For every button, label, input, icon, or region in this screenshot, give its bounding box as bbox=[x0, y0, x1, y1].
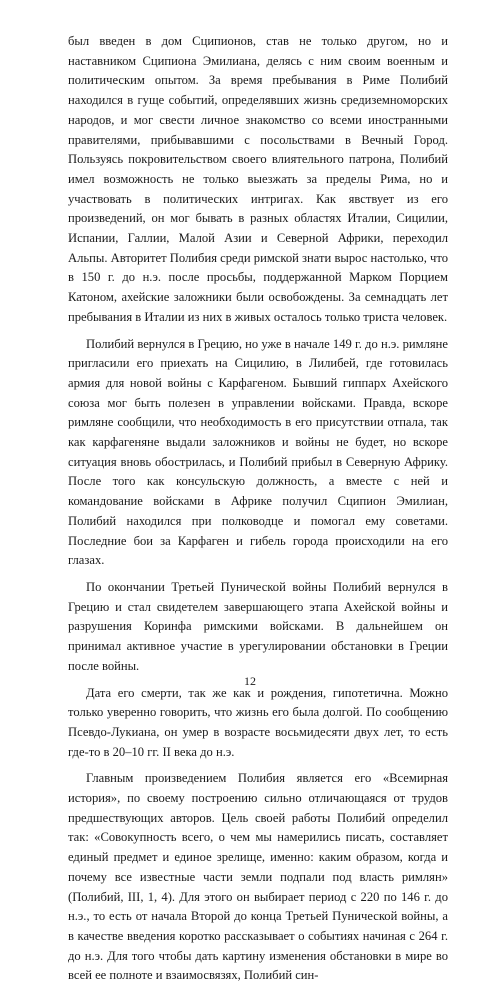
paragraph-5: Главным произведением Полибия является его «Всемирная история», по своему построению сильно отличающаяся от трудов предшествующих авторов. Цель своей работы Полибий определил так: «Совокупность всего, о чем мы намерились писать, составляет единый предмет и единое зрелище, именно: каким образом, когда и почему все известные части земли подпали под власть римлян» (Полибий, III, 1, 4). Для этого он выбирает период с 220 по 146 г. до н.э., то есть от начала Второй до конца Третьей Пунической войны, а в качестве введения коротко рассказывает о событиях начиная с 264 г. до н.э. Для того чтобы дать картину изменения обстановки в мире во всей ее полноте и взаимосвязях, Полибий син- bbox=[68, 771, 448, 983]
page-number: 12 bbox=[244, 674, 256, 688]
paragraph-3: По окончании Третьей Пунической войны Полибий вернулся в Грецию и стал свидетелем завершающего этапа Ахейской войны и разрушения Коринфа римскими войсками. В дальнейшем он принимал активное участие в урегулировании обстановки в Греции после войны. bbox=[68, 579, 448, 673]
paragraph-1: был введен в дом Сципионов, став не только другом, но и наставником Сципиона Эмилиана, делясь с ним своим военным и политическим опытом. За время пребывания в Риме Полибий находился в гуще событий, определявших жизнь средиземноморских народов, и мог свести личное знакомство со всеми иностранными правителями, прибывавшими с посольствами в Вечный Город. Пользуясь покровительством своего влиятельного патрона, Полибий имел возможность не только выезжать за пределы Рима, но и участвовать в политических интригах. Как явствует из его произведений, он мог бывать в разных областях Италии, Сицилии, Испании, Галлии, Малой Азии и Северной Африки, переходил Альпы. Авторитет Полибия среди римской знати вырос настолько, что в 150 г. до н.э. после просьбы, поддержанной Марком Порцием Катоном, ахейские заложники были освобождены. За семнадцать лет пребывания в Италии из них в живых осталось только триста человек. bbox=[68, 34, 448, 324]
body-text bbox=[68, 32, 448, 986]
paragraph-2: Полибий вернулся в Грецию, но уже в начале 149 г. до н.э. римляне пригласили его приехать на Сицилию, в Лилибей, где готовилась армия для новой войны с Карфагеном. Бывший гиппарх Ахейского союза мог быть полезен в управлении войсками. Правда, вскоре римляне сообщили, что необходимость в его присутствии отпала, так как карфагеняне выдали заложников и войны не будет, но вскоре ситуация вновь обострилась, и Полибий прибыл в Северную Африку. После того как консульскую должность, а вместе с ней и командование войсками в Африке получил Сципион Эмилиан, Полибий находился при полководце и помогал ему советами. Последние бои за Карфаген и гибель города происходили на его глазах. bbox=[68, 336, 448, 568]
paragraph-4: Дата его смерти, так же как и рождения, гипотетична. Можно только уверенно говорить, что жизнь его была долгой. По сообщению Псевдо-Лукиана, он умер в возрасте восьмидесяти двух лет, то есть где-то в 20–10 гг. II века до н.э. bbox=[68, 685, 448, 759]
